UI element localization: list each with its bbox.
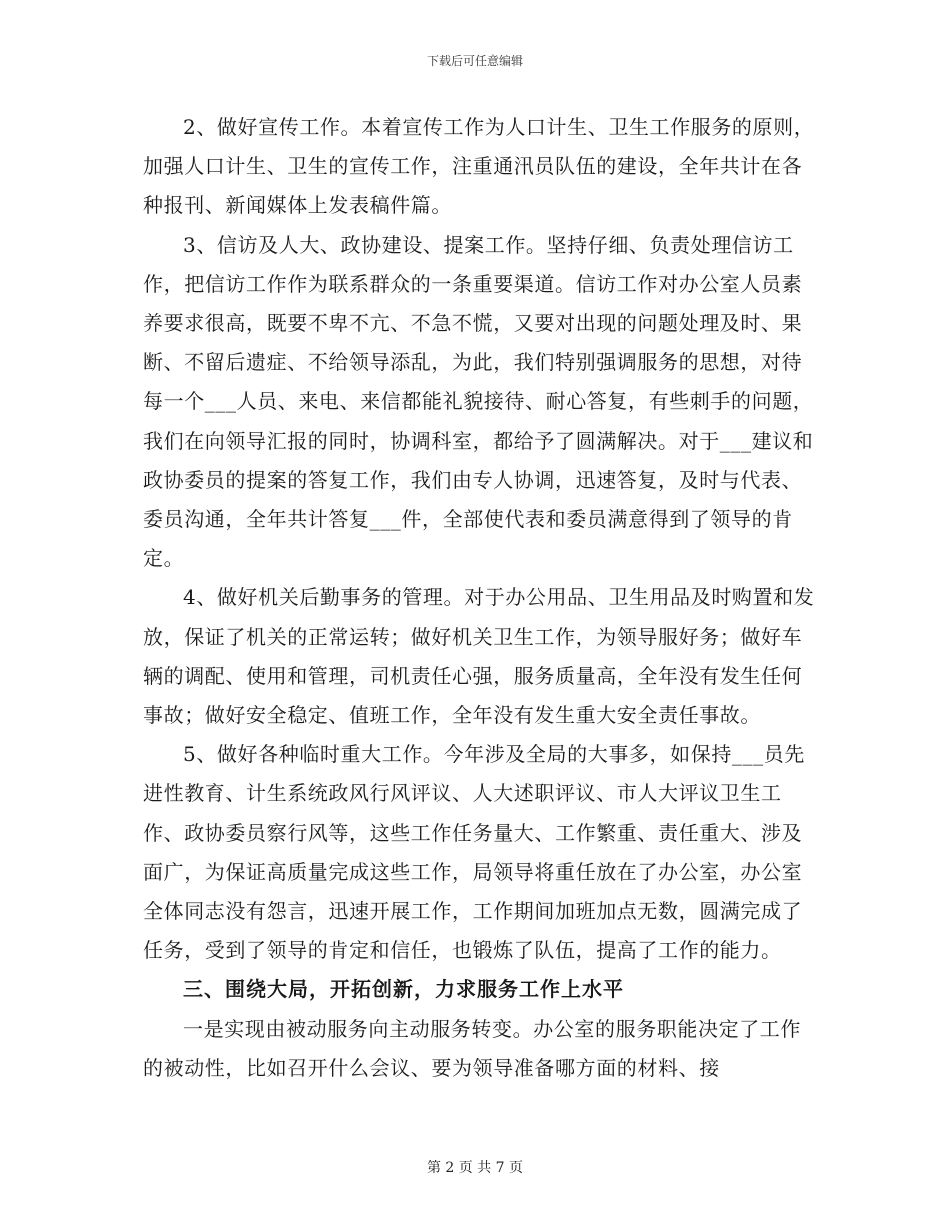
paragraph-major-tasks: 5、做好各种临时重大工作。今年涉及全局的大事多，如保持___员先进性教育、计生系统政风行风评议、人大述职评议、市人大评议卫生工作、政协委员察行风等，这些工作任务量大、工作繁重、责任重大、涉及面广，为保证高质量完成这些工作，局领导将重任放在了办公室，办公室全体同志没有怨言，迅速开展工作，工作期间加班加点无数，圆满完成了任务，受到了领导的肯定和信任，也锻炼了队伍，提高了工作的能力。	[143, 742, 805, 963]
paragraph-publicity: 2、做好宣传工作。本着宣传工作为人口计生、卫生工作服务的原则，加强人口计生、卫生的宣传工作，注重通汛员队伍的建设，全年共计在各种报刊、新闻媒体上发表稿件篇。	[143, 115, 815, 218]
document-body	[143, 108, 815, 1088]
paragraph-logistics: 4、做好机关后勤事务的管理。对于办公用品、卫生用品及时购置和发放，保证了机关的正常运转；做好机关卫生工作，为领导服好务；做好车辆的调配、使用和管理，司机责任心强，服务质量高，全年没有发生任何事故；做好安全稳定、值班工作，全年没有发生重大安全责任事故。	[143, 585, 815, 728]
section-heading: 三、围绕大局，开拓创新，力求服务工作上水平	[183, 977, 624, 1002]
paragraph-proactive-service: 一是实现由被动服务向主动服务转变。办公室的服务职能决定了工作的被动性，比如召开什么会议、要为领导准备哪方面的材料、接	[143, 1016, 801, 1080]
paragraph-petitions: 3、信访及人大、政协建设、提案工作。坚持仔细、负责处理信访工作，把信访工作作为联系群众的一条重要渠道。信访工作对办公室人员素养要求很高，既要不卑不亢、不急不慌，又要对出现的问题处理及时、果断、不留后遗症、不给领导添乱，为此，我们特别强调服务的思想，对待每一个___人员、来电、来信都能礼貌接待、耐心答复，有些刺手的问题，我们在向领导汇报的同时，协调科室，都给予了圆满解决。对于___建议和政协委员的提案的答复工作，我们由专人协调，迅速答复，及时与代表、委员沟通，全年共计答复___件，全部使代表和委员满意得到了领导的肯定。	[143, 232, 814, 571]
page-footer: 第 2 页 共 7 页	[426, 1160, 524, 1176]
page-header: 下载后可任意编辑	[426, 54, 523, 68]
